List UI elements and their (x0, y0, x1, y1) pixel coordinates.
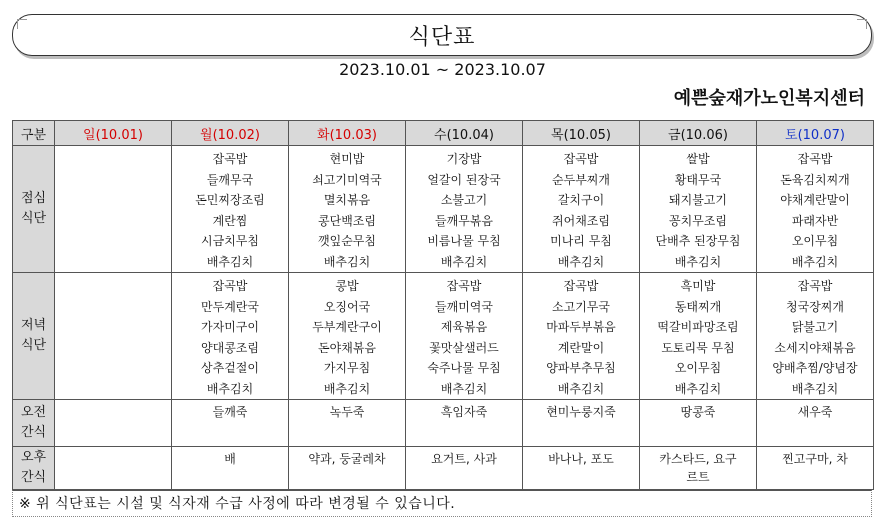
menu-item: 콩단백조림 (318, 213, 376, 228)
menu-item: 미나리 무침 (550, 234, 612, 248)
lunch-cell-sun (55, 146, 172, 273)
menu-item: 배추김치 (674, 381, 722, 396)
menu-item: 배추김치 (206, 381, 254, 396)
menu-item: 콩밥 (335, 279, 359, 293)
dinner-label: 저녁 식단 (13, 273, 55, 400)
lunch-cell-tue (289, 146, 406, 273)
menu-item: 얼갈이 된장국 (427, 172, 501, 187)
header-day-fri: 금(10.06) (640, 121, 757, 146)
weekly-menu-table (12, 120, 874, 490)
menu-item: 잡곡밥 (563, 152, 599, 166)
dinner-cell-sun (55, 273, 172, 400)
menu-item: 꽁치무조림 (669, 213, 727, 228)
am-snack-tue: 녹두죽 (289, 400, 406, 447)
menu-item: 쇠고기미역국 (312, 172, 382, 187)
corner-mark-left (17, 19, 27, 29)
header-day-wed: 수(10.04) (406, 121, 523, 146)
lunch-label: 점심 식단 (13, 146, 55, 273)
header-day-sun: 일(10.01) (55, 121, 172, 146)
lunch-row (13, 146, 874, 273)
menu-item: 잡곡밥 (797, 279, 833, 293)
dinner-cell-thu (523, 273, 640, 400)
menu-item: 가지무침 (323, 361, 371, 375)
menu-item: 들깨무국 (206, 172, 254, 187)
am-snack-row (13, 400, 874, 447)
menu-period: 2023.10.01 ~ 2023.10.07 (339, 60, 546, 79)
header-category: 구분 (13, 121, 55, 146)
corner-mark-right (857, 19, 867, 29)
am-snack-sun (55, 400, 172, 447)
menu-item: 돈민찌장조림 (195, 193, 265, 207)
pm-snack-label: 오후 간식 (13, 447, 55, 490)
dinner-cell-tue (289, 273, 406, 400)
page-title: 식단표 (408, 24, 476, 50)
menu-item: 닭불고기 (791, 320, 839, 334)
menu-item: 배추김치 (440, 254, 488, 269)
dinner-cell-fri (640, 273, 757, 400)
menu-item: 멸치볶음 (323, 193, 371, 207)
menu-item: 돼지불고기 (669, 193, 727, 207)
lunch-cell-mon (172, 146, 289, 273)
menu-item: 양배추찜/양념장 (772, 361, 858, 375)
header-day-tue: 화(10.03) (289, 121, 406, 146)
dinner-row (13, 273, 874, 400)
menu-item: 돈야채볶음 (318, 340, 376, 355)
title-banner (12, 14, 872, 56)
pm-snack-mon: 배 (172, 447, 289, 490)
menu-item: 쥐어채조림 (552, 213, 610, 228)
dinner-cell-mon (172, 273, 289, 400)
am-snack-label: 오전 간식 (13, 400, 55, 447)
organization-name: 예쁜숲재가노인복지센터 (673, 88, 865, 109)
header-day-mon: 월(10.02) (172, 121, 289, 146)
am-snack-mon: 들깨죽 (172, 400, 289, 447)
lunch-cell-sat (757, 146, 874, 273)
menu-item: 기장밥 (446, 152, 482, 166)
menu-item: 계란찜 (212, 213, 248, 228)
pm-snack-fri: 카스타드, 요구르트 (640, 447, 757, 490)
menu-item: 오이무침 (791, 234, 839, 248)
menu-item: 배추김치 (791, 254, 839, 269)
pm-snack-thu: 바나나, 포도 (523, 447, 640, 490)
menu-item: 잡곡밥 (212, 279, 248, 293)
menu-item: 제육볶음 (440, 320, 488, 334)
menu-item: 순두부찌개 (552, 172, 610, 187)
menu-item: 도토리묵 무침 (661, 340, 735, 355)
am-snack-wed: 흑임자죽 (406, 400, 523, 447)
menu-item: 배추김치 (206, 254, 254, 269)
menu-item: 현미밥 (329, 152, 365, 166)
menu-item: 잡곡밥 (446, 279, 482, 293)
menu-item: 배추김치 (440, 381, 488, 396)
am-snack-thu: 현미누룽지죽 (523, 400, 640, 447)
pm-snack-row (13, 447, 874, 490)
lunch-cell-fri (640, 146, 757, 273)
menu-item: 청국장찌개 (786, 299, 844, 314)
dinner-cell-wed (406, 273, 523, 400)
menu-item: 오이무침 (674, 361, 722, 375)
menu-item: 마파두부볶음 (546, 320, 616, 334)
pm-snack-wed: 요거트, 사과 (406, 447, 523, 490)
menu-item: 배추김치 (323, 254, 371, 269)
menu-item: 황태무국 (674, 172, 722, 187)
pm-snack-sun (55, 447, 172, 490)
lunch-cell-thu (523, 146, 640, 273)
menu-item: 꽃맛살샐러드 (429, 340, 499, 355)
menu-item: 배추김치 (323, 381, 371, 396)
menu-item: 두부계란구이 (312, 320, 382, 334)
menu-item: 돈육김치찌개 (780, 172, 850, 187)
menu-item: 흑미밥 (680, 279, 716, 293)
menu-item: 소고기무국 (552, 299, 610, 314)
menu-item: 양대콩조림 (201, 340, 259, 355)
header-day-sat: 토(10.07) (757, 121, 874, 146)
header-day-thu: 목(10.05) (523, 121, 640, 146)
pm-snack-sat: 찐고구마, 차 (757, 447, 874, 490)
menu-item: 계란말이 (557, 340, 605, 355)
menu-item: 단배추 된장무침 (655, 234, 741, 248)
menu-item: 오징어국 (323, 299, 371, 314)
menu-item: 배추김치 (791, 381, 839, 396)
menu-item: 양파부추무침 (546, 361, 616, 375)
menu-item: 배추김치 (674, 254, 722, 269)
menu-item: 배추김치 (557, 254, 605, 269)
menu-item: 동태찌개 (674, 299, 722, 314)
menu-item: 깻잎순무침 (318, 234, 376, 248)
change-notice: ※ 위 식단표는 시설 및 식자재 수급 사정에 따라 변경될 수 있습니다. (12, 490, 872, 517)
menu-item: 잡곡밥 (563, 279, 599, 293)
header-row (13, 121, 874, 146)
menu-item: 시금치무침 (201, 234, 259, 248)
menu-item: 들깨무볶음 (435, 213, 493, 228)
menu-item: 쌀밥 (686, 152, 710, 166)
menu-item: 야채계란말이 (780, 193, 850, 207)
menu-item: 소불고기 (440, 193, 488, 207)
menu-item: 떡갈비파망조림 (657, 320, 739, 334)
menu-item: 소세지야채볶음 (774, 340, 856, 355)
menu-item: 상추겉절이 (201, 361, 259, 375)
menu-item: 배추김치 (557, 381, 605, 396)
am-snack-fri: 땅콩죽 (640, 400, 757, 447)
dinner-cell-sat (757, 273, 874, 400)
lunch-cell-wed (406, 146, 523, 273)
menu-item: 잡곡밥 (797, 152, 833, 166)
menu-item: 숙주나물 무침 (427, 361, 501, 375)
pm-snack-tue: 약과, 둥굴레차 (289, 447, 406, 490)
menu-item: 들깨미역국 (435, 299, 493, 314)
menu-item: 가자미구이 (201, 320, 259, 334)
menu-item: 만두계란국 (201, 299, 259, 314)
menu-item: 비름나물 무침 (427, 234, 501, 248)
menu-item: 갈치구이 (557, 193, 605, 207)
am-snack-sat: 새우죽 (757, 400, 874, 447)
menu-item: 파래자반 (791, 213, 839, 228)
menu-item: 잡곡밥 (212, 152, 248, 166)
